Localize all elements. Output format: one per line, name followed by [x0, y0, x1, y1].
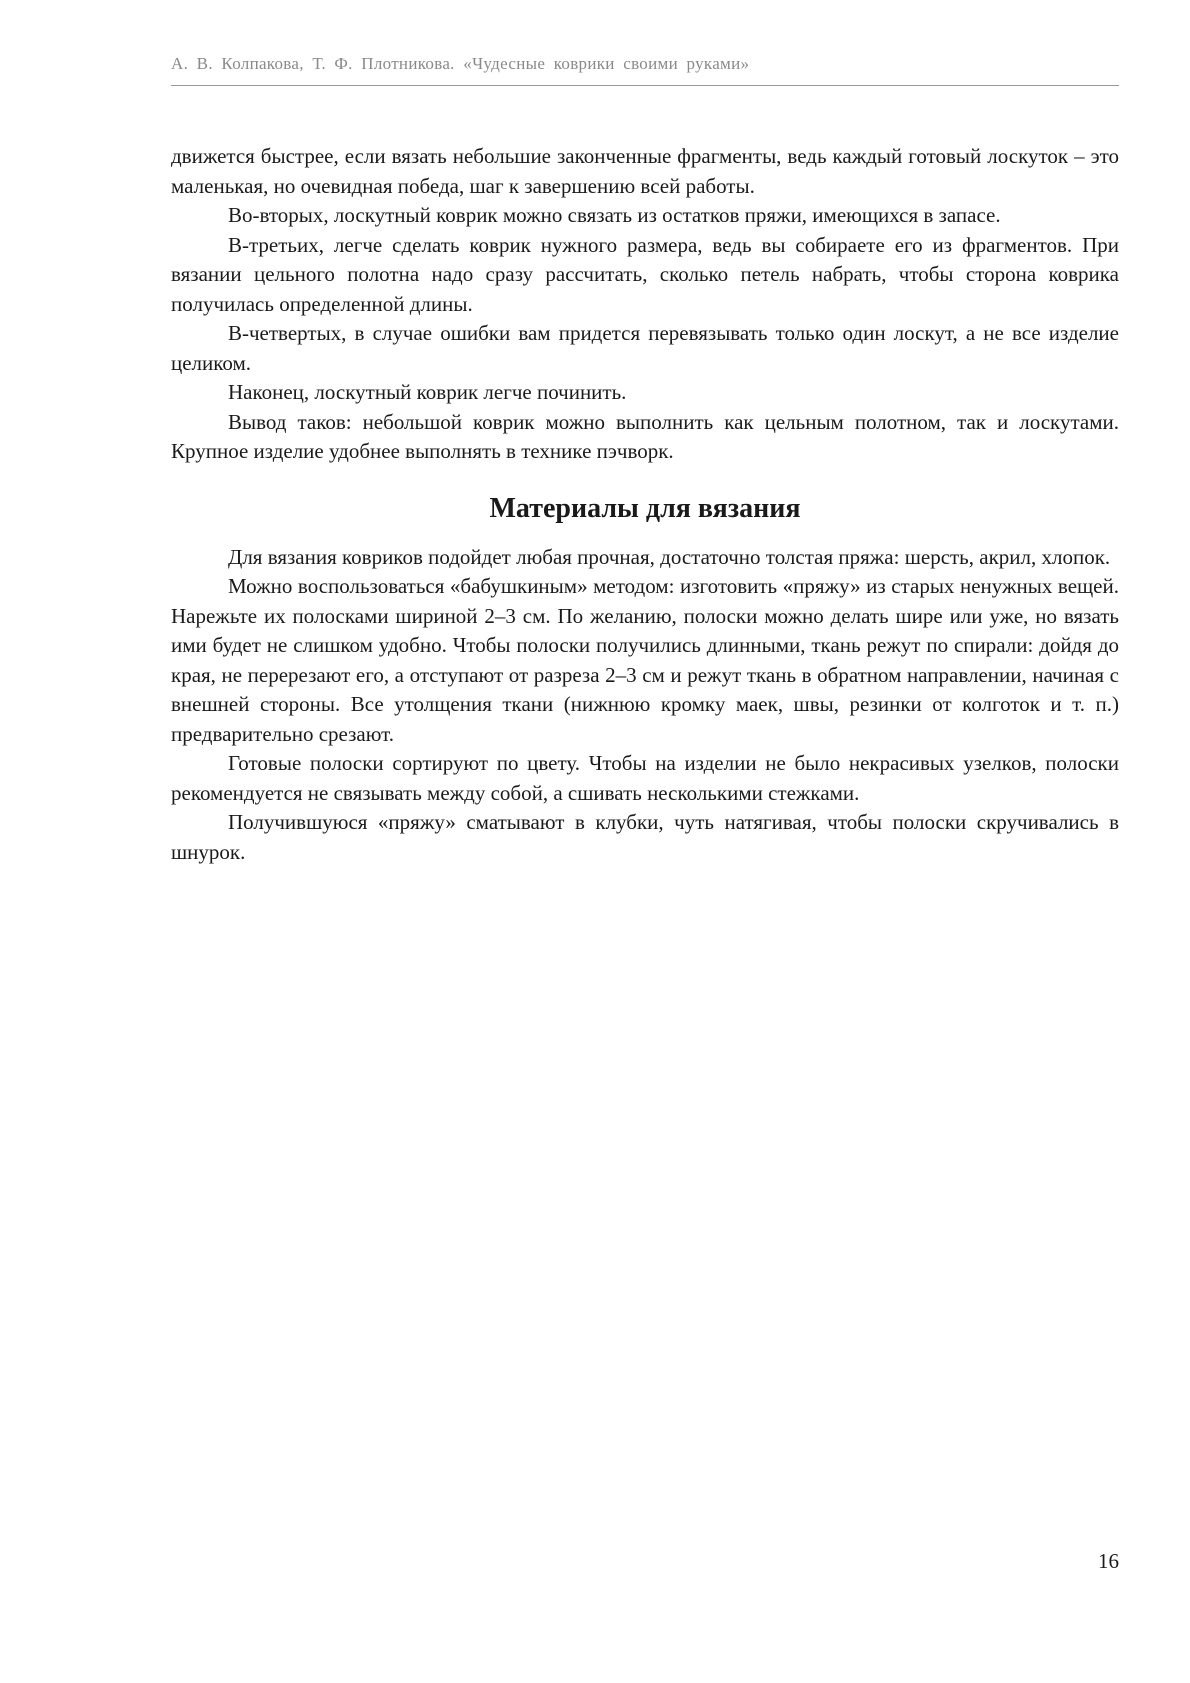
- body-paragraph: В-четвертых, в случае ошибки вам придется перевязывать только один лоскут, а не все изделие целиком.: [171, 321, 1119, 375]
- running-title: А. В. Колпакова, Т. Ф. Плотникова. «Чудесные коврики своими руками»: [171, 54, 750, 73]
- body-paragraph: движется быстрее, если вязать небольшие законченные фрагменты, ведь каждый готовый лоскуток – это маленькая, но очевидная победа, шаг к завершению всей работы.: [171, 144, 1119, 198]
- body-paragraph: Готовые полоски сортируют по цвету. Чтобы на изделии не было некрасивых узелков, полоски рекомендуется не связывать между собой, а сшивать несколькими стежками.: [171, 751, 1119, 805]
- page-number: 16: [1098, 1549, 1119, 1573]
- body-paragraph: Во-вторых, лоскутный коврик можно связать из остатков пряжи, имеющихся в запасе.: [228, 203, 1001, 227]
- running-header: [171, 54, 1119, 86]
- section-heading: Материалы для вязания: [489, 492, 801, 524]
- body-paragraph: Для вязания ковриков подойдет любая прочная, достаточно толстая пряжа: шерсть, акрил, хлопок.: [228, 544, 1111, 569]
- body-paragraph: В-третьих, легче сделать коврик нужного размера, ведь вы собираете его из фрагментов. При вязании цельного полотна надо сразу рассчитать, сколько петель набрать, чтобы сторона коврика получилась определенной длины.: [171, 232, 1119, 316]
- body-paragraph: Наконец, лоскутный коврик легче починить.: [228, 380, 627, 404]
- body-paragraph: Можно воспользоваться «бабушкиным» методом: изготовить «пряжу» из старых ненужных вещей. Нарежьте их полосками шириной 2–3 см. По желанию, полоски можно делать шире или уже, но вязать ими будет не слишком удобно. Чтобы полоски получились длинными, ткань режут по спирали: дойдя до края, не перерезают его, а отступают от разреза 2–3 см и режут ткань в обратном направлении, начиная с внешней стороны. Все утолщения ткани (нижнюю кромку маек, швы, резинки от колготок и т. п.) предварительно срезают.: [171, 574, 1119, 746]
- body-paragraph: Вывод таков: небольшой коврик можно выполнить как цельным полотном, так и лоскутами. Крупное изделие удобнее выполнять в технике пэчворк.: [171, 409, 1119, 463]
- page-body: [171, 142, 1119, 867]
- body-paragraph: Получившуюся «пряжу» сматывают в клубки, чуть натягивая, чтобы полоски скручивались в шнурок.: [171, 810, 1119, 864]
